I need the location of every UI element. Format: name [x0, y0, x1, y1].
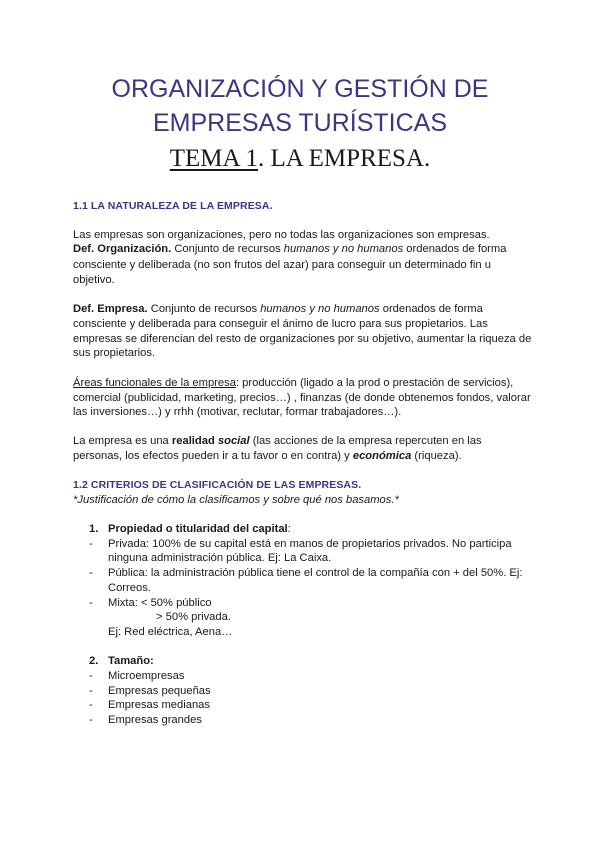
list-dash: -: [89, 685, 93, 697]
definition-organizacion-line-2: consciente y deliberada (no son frutos del azar) para conseguir un determinado fin u: [73, 259, 491, 271]
definition-label: Def. Empresa.: [73, 303, 148, 315]
list-number-1: 1.: [89, 523, 99, 535]
chapter-name: . LA EMPRESA.: [257, 145, 431, 172]
areas-funcionales-line-1: Áreas funcionales de la empresa: producción (ligado a la prod o prestación de servicios),: [73, 377, 514, 389]
criterion-propiedad-title: Propiedad o titularidad del capital:: [108, 523, 291, 535]
list-dash: -: [89, 714, 93, 726]
realidad-social-line-2: personas, los efectos pueden ir a tu favor o en contra) y económica (riqueza).: [73, 450, 462, 462]
definition-empresa-line-1: Def. Empresa. Conjunto de recursos humanos y no humanos ordenados de forma: [73, 303, 483, 315]
definition-empresa-line-3: empresas se diferencian del resto de organizaciones por su objetivo, aumentar la riqueza de: [73, 333, 532, 345]
list-item-mixta-line-2: > 50% privada.: [156, 611, 231, 623]
paragraph-intro: Las empresas son organizaciones, pero no todas las organizaciones son empresas.: [73, 229, 490, 241]
section-heading-1-1: 1.1 LA NATURALEZA DE LA EMPRESA.: [73, 200, 273, 212]
areas-funcionales-line-3: las inversiones…) y rrhh (motivar, reclutar, formar trabajadores…).: [73, 406, 402, 418]
document-title-line-2: EMPRESAS TURÍSTICAS: [152, 109, 448, 137]
definition-empresa-line-2: consciente y deliberada para conseguir el ánimo de lucro para sus propietarios. Las: [73, 318, 488, 330]
list-item-mixta-line-1: Mixta: < 50% público: [108, 597, 212, 609]
list-dash: -: [89, 597, 93, 609]
chapter-title: [0, 146, 600, 171]
areas-funcionales-line-2: comercial (publicidad, marketing, precios…) , finanzas (de donde obtenemos fondos, valorar: [73, 392, 531, 404]
list-item-publica-line-1: Pública: la administración pública tiene el control de la compañía con + del 50%. Ej:: [108, 567, 523, 579]
section-note: *Justificación de cómo la clasificamos y sobre qué nos basamos.*: [73, 494, 399, 506]
list-dash: -: [89, 567, 93, 579]
definition-label: Def. Organización.: [73, 243, 172, 255]
list-dash: -: [89, 538, 93, 550]
realidad-social-line-1: La empresa es una realidad social (las acciones de la empresa repercuten en las: [73, 435, 482, 447]
areas-funcionales-label: Áreas funcionales de la empresa: [73, 377, 236, 389]
list-item-privada-line-1: Privada: 100% de su capital está en manos de propietarios privados. No participa: [108, 538, 512, 550]
list-item-tamano: Empresas pequeñas: [108, 685, 211, 697]
document-title-line-1: ORGANIZACIÓN Y GESTIÓN DE: [111, 75, 489, 103]
chapter-number: TEMA 1: [169, 145, 258, 172]
list-number-2: 2.: [89, 655, 99, 667]
list-dash: -: [89, 699, 93, 711]
list-item-tamano: Empresas grandes: [108, 714, 202, 726]
definition-organizacion-line-3: objetivo.: [73, 274, 115, 286]
definition-empresa-line-4: sus propietarios.: [73, 347, 156, 359]
definition-organizacion-line-1: Def. Organización. Conjunto de recursos humanos y no humanos ordenados de forma: [73, 243, 507, 255]
list-dash: -: [89, 670, 93, 682]
list-item-tamano: Empresas medianas: [108, 699, 210, 711]
section-heading-1-2: 1.2 CRITERIOS DE CLASIFICACIÓN DE LAS EMPRESAS.: [73, 479, 362, 491]
list-item-publica-line-2: Correos.: [108, 582, 151, 594]
list-item-privada-line-2: ninguna administración pública. Ej: La Caixa.: [108, 552, 332, 564]
list-item-mixta-line-3: Ej: Red eléctrica, Aena…: [108, 626, 233, 638]
list-item-tamano: Microempresas: [108, 670, 185, 682]
criterion-tamano-title: Tamaño:: [108, 655, 154, 667]
